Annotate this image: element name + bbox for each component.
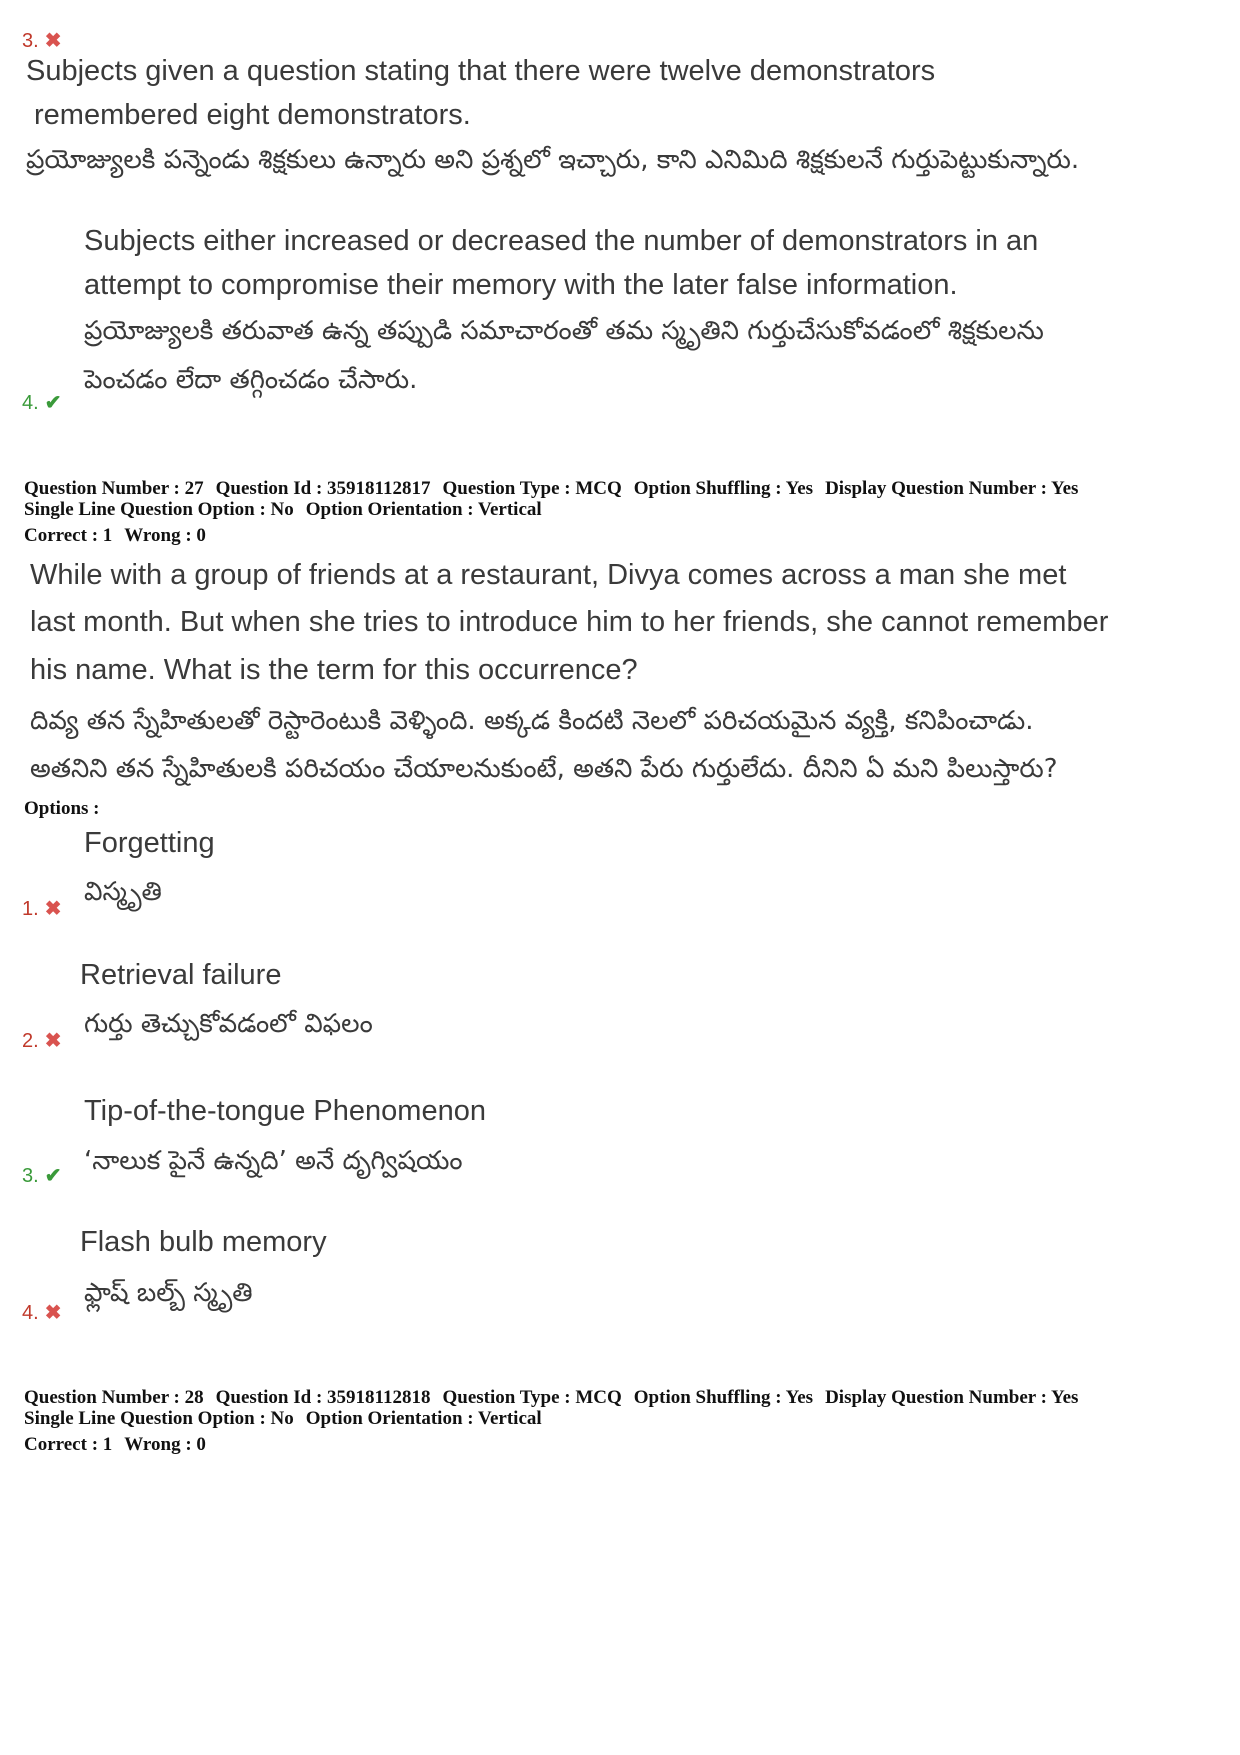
question-text-te: దివ్య తన స్నేహితులతో రెస్టారెంటుకి వెళ్ళింది. అక్కడ కిందటి నెలలో పరిచయమైన వ్యక్తి, కనిపించాడు. — [30, 706, 1034, 736]
meta-line-2 — [24, 1408, 1078, 1429]
question-number: Question Number : 27 — [24, 478, 204, 499]
question-text-te: అతనిని తన స్నేహితులకి పరిచయం చేయాలనుకుంటే, అతని పేరు గుర్తులేదు. దీనిని ఏ మని పిలుస్తారు? — [30, 754, 1058, 784]
question-meta — [24, 478, 1078, 546]
option-orientation: Option Orientation : Vertical — [305, 499, 542, 520]
display-question-number: Display Question Number : Yes — [825, 478, 1079, 499]
option-text-te: ప్రయోజ్యులకి పన్నెండు శిక్షకులు ఉన్నారు అని ప్రశ్నలో ఇచ్చారు, కాని ఎనిమిది శిక్షకులనే గుర్తుపెట్టుకున్నారు. — [26, 145, 1080, 175]
question-id: Question Id : 35918112817 — [215, 478, 431, 499]
marks-line — [24, 1434, 1078, 1455]
option-orientation: Option Orientation : Vertical — [305, 1408, 542, 1429]
option-text-te: ప్రయోజ్యులకి తరువాత ఉన్న తప్పుడి సమాచారంతో తమ స్మృతిని గుర్తుచేసుకోవడంలో శిక్షకులను — [84, 316, 1044, 346]
wrong-marks: Wrong : 0 — [124, 525, 206, 546]
option-text-en: Subjects given a question stating that there were twelve demonstrators — [26, 55, 936, 87]
option-text-te: ‘నాలుక పైనే ఉన్నది’ అనే దృగ్విషయం — [84, 1146, 463, 1176]
option-number-row — [22, 390, 61, 415]
option-number-row — [22, 1028, 61, 1053]
wrong-marks: Wrong : 0 — [124, 1434, 206, 1455]
check-icon: ✔ — [44, 1165, 62, 1187]
option-text-en: Subjects either increased or decreased the number of demonstrators in an — [84, 225, 1039, 257]
meta-line-1 — [24, 478, 1078, 499]
option-number: 4. — [22, 392, 39, 414]
option-text-en: Tip-of-the-tongue Phenomenon — [84, 1095, 486, 1127]
options-label: Options : — [24, 798, 100, 819]
option-number-row — [22, 1163, 61, 1188]
question-type: Question Type : MCQ — [442, 478, 622, 499]
question-meta — [24, 1387, 1078, 1455]
option-text-te: విస్మృతి — [84, 877, 162, 907]
option-number-row — [22, 1300, 61, 1325]
correct-marks: Correct : 1 — [24, 525, 113, 546]
correct-marks: Correct : 1 — [24, 1434, 113, 1455]
option-text-te: ఫ్లాష్ బల్బ్ స్మృతి — [84, 1278, 253, 1308]
meta-line-1 — [24, 1387, 1078, 1408]
question-id: Question Id : 35918112818 — [215, 1387, 431, 1408]
option-number: 1. — [22, 898, 39, 920]
check-icon: ✔ — [44, 392, 62, 414]
option-number: 3. — [22, 1165, 39, 1187]
option-number: 4. — [22, 1302, 39, 1324]
option-shuffling: Option Shuffling : Yes — [633, 478, 814, 499]
option-number: 3. — [22, 30, 39, 52]
option-text-en: attempt to compromise their memory with the later false information. — [84, 269, 958, 301]
question-type: Question Type : MCQ — [442, 1387, 622, 1408]
meta-line-2 — [24, 499, 1078, 520]
option-number: 2. — [22, 1030, 39, 1052]
cross-icon: ✖ — [44, 898, 62, 920]
option-text-en: Flash bulb memory — [80, 1226, 327, 1258]
cross-icon: ✖ — [44, 30, 62, 52]
option-number-row — [22, 896, 61, 921]
cross-icon: ✖ — [44, 1030, 62, 1052]
single-line-option: Single Line Question Option : No — [24, 499, 294, 520]
display-question-number: Display Question Number : Yes — [825, 1387, 1079, 1408]
single-line-option: Single Line Question Option : No — [24, 1408, 294, 1429]
question-text-en: his name. What is the term for this occurrence? — [30, 654, 638, 686]
option-text-te: పెంచడం లేదా తగ్గించడం చేసారు. — [84, 365, 418, 395]
option-text-en: remembered eight demonstrators. — [34, 99, 471, 131]
option-shuffling: Option Shuffling : Yes — [633, 1387, 814, 1408]
question-text-en: last month. But when she tries to introduce him to her friends, she cannot remember — [30, 606, 1109, 638]
option-text-en: Retrieval failure — [80, 959, 282, 991]
cross-icon: ✖ — [44, 1302, 62, 1324]
marks-line — [24, 525, 1078, 546]
option-text-en: Forgetting — [84, 827, 215, 859]
option-text-te: గుర్తు తెచ్చుకోవడంలో విఫలం — [84, 1009, 373, 1039]
question-number: Question Number : 28 — [24, 1387, 204, 1408]
question-text-en: While with a group of friends at a restaurant, Divya comes across a man she met — [30, 559, 1067, 591]
